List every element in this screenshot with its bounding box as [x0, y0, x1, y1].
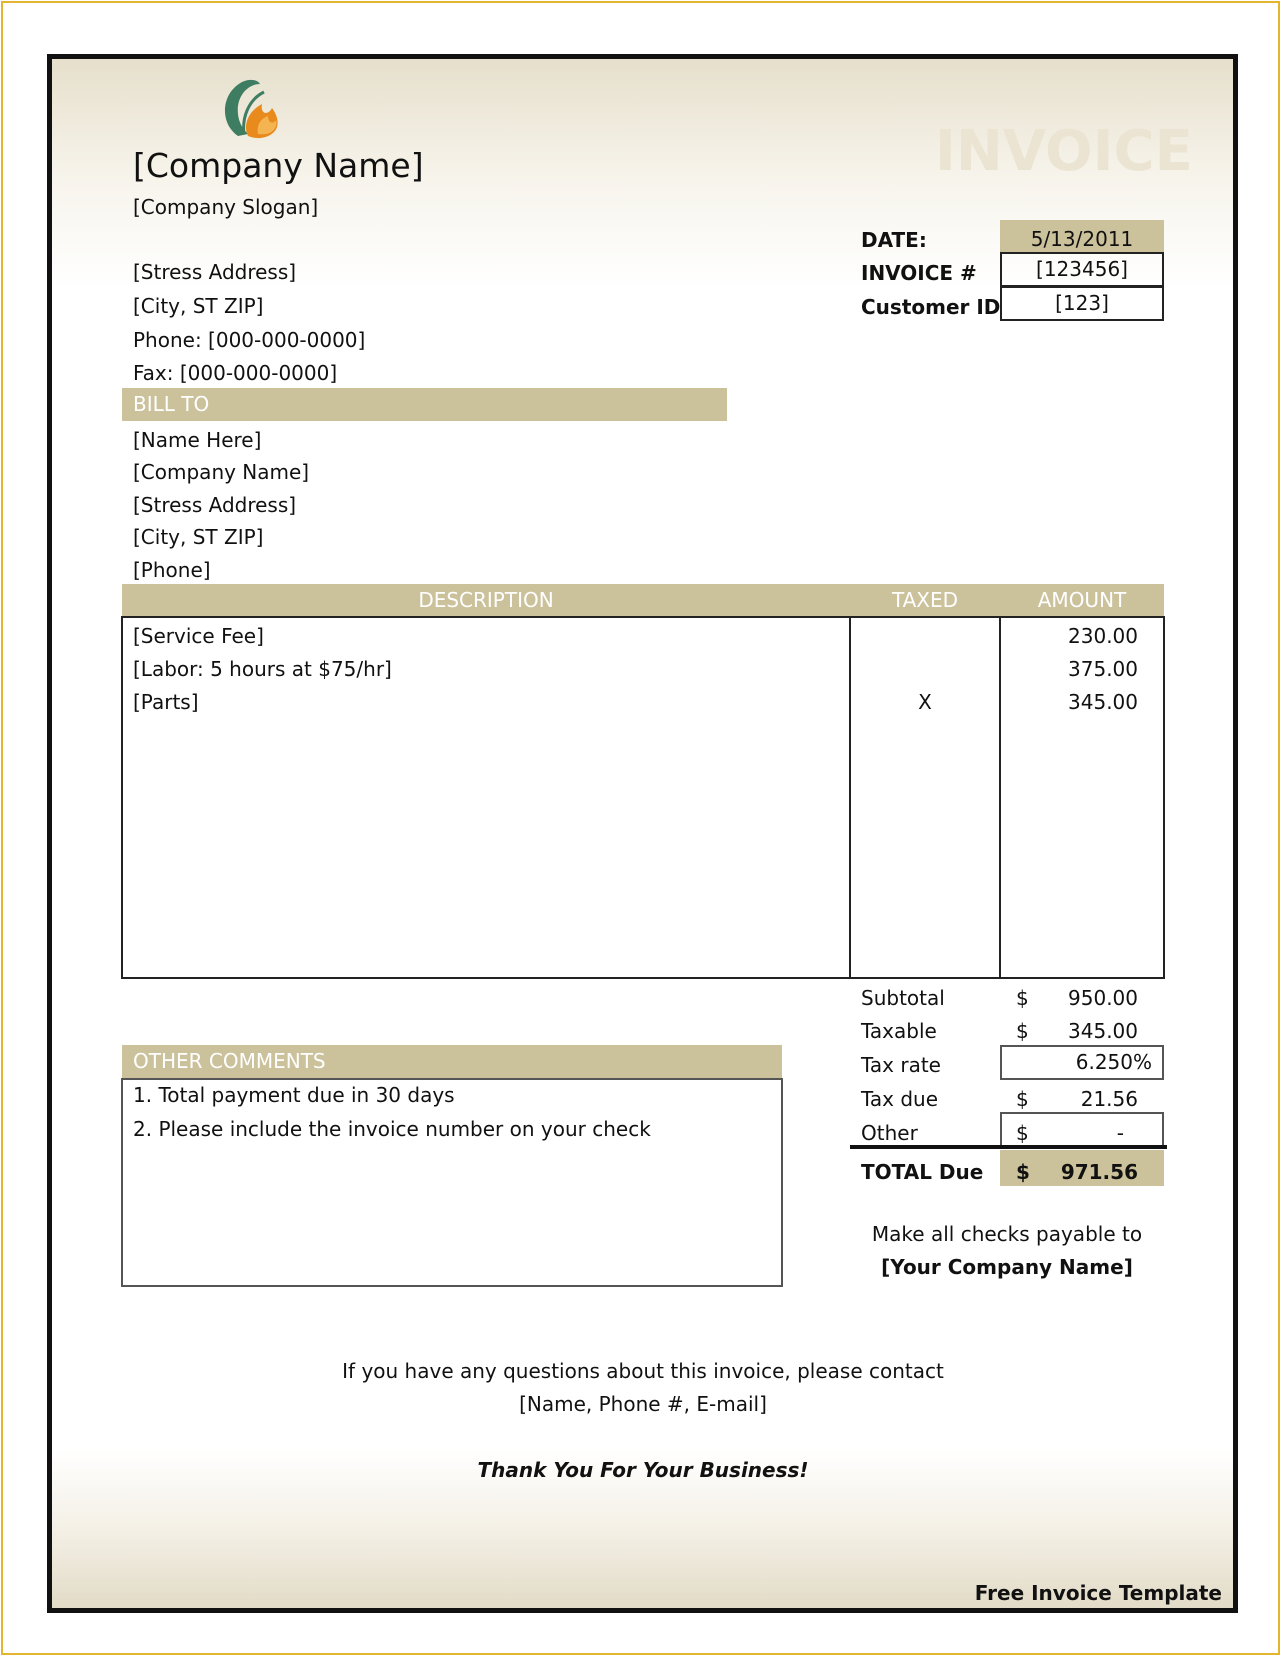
comment-line: 2. Please include the invoice number on your check: [133, 1117, 651, 1141]
description-header: DESCRIPTION: [122, 584, 850, 617]
thank-you-message: Thank You For Your Business!: [477, 1458, 809, 1482]
company-address: [Stress Address]: [133, 260, 297, 284]
tax-due-value: 21.56: [1080, 1087, 1138, 1111]
bill-to-city: [City, ST ZIP]: [133, 525, 264, 549]
date-value: 5/13/2011: [1000, 220, 1164, 254]
other-value: -: [1116, 1121, 1124, 1145]
invoice-number-label: INVOICE #: [861, 261, 977, 285]
customer-id-label: Customer ID: [861, 295, 1001, 319]
tax-due-label: Tax due: [861, 1087, 939, 1111]
bill-to-header: BILL TO: [122, 388, 727, 421]
payable-text: Make all checks payable to: [871, 1222, 1143, 1246]
table-row-taxed: X: [918, 690, 932, 714]
invoice-number-value: [123456]: [1000, 252, 1164, 287]
other-label: Other: [861, 1121, 918, 1145]
footer-label: Free Invoice Template: [974, 1581, 1222, 1605]
subtotal-currency: $: [1016, 986, 1029, 1010]
bill-to-company: [Company Name]: [133, 460, 310, 484]
taxed-header: TAXED: [850, 584, 1000, 617]
comment-line: 1. Total payment due in 30 days: [133, 1083, 455, 1107]
taxable-value: 345.00: [1068, 1019, 1138, 1043]
subtotal-label: Subtotal: [861, 986, 945, 1010]
company-fax: Fax: [000-000-0000]: [133, 361, 338, 385]
total-due-currency: $: [1016, 1160, 1030, 1184]
tax-rate-value: 6.250%: [1000, 1045, 1164, 1080]
other-comments-header: OTHER COMMENTS: [122, 1045, 782, 1078]
taxable-currency: $: [1016, 1019, 1029, 1043]
comments-box: [121, 1078, 783, 1287]
total-due-value: 971.56: [1060, 1160, 1138, 1184]
table-row-amount: 375.00: [1068, 657, 1138, 681]
contact-text: If you have any questions about this invoice, please contact: [342, 1359, 944, 1383]
leaf-flame-logo-icon: [218, 74, 290, 144]
taxable-label: Taxable: [861, 1019, 937, 1043]
company-name: [Company Name]: [133, 146, 424, 185]
taxed-column-divider: [849, 616, 851, 979]
total-due-label: TOTAL Due: [861, 1160, 984, 1184]
date-label: DATE:: [861, 228, 927, 252]
contact-details: [Name, Phone #, E-mail]: [519, 1392, 767, 1416]
table-row-description: [Labor: 5 hours at $75/hr]: [133, 657, 392, 681]
table-row-amount: 345.00: [1068, 690, 1138, 714]
tax-due-currency: $: [1016, 1087, 1029, 1111]
company-city: [City, ST ZIP]: [133, 294, 264, 318]
other-currency: $: [1016, 1121, 1029, 1145]
bill-to-address: [Stress Address]: [133, 493, 297, 517]
company-phone: Phone: [000-000-0000]: [133, 328, 366, 352]
customer-id-value: [123]: [1000, 286, 1164, 321]
tax-rate-label: Tax rate: [861, 1053, 941, 1077]
table-row-description: [Parts]: [133, 690, 199, 714]
bill-to-phone: [Phone]: [133, 558, 211, 582]
invoice-title: INVOICE: [935, 119, 1193, 184]
table-row-description: [Service Fee]: [133, 624, 264, 648]
payable-company: [Your Company Name]: [881, 1255, 1133, 1279]
bill-to-name: [Name Here]: [133, 428, 262, 452]
total-divider: [850, 1145, 1167, 1149]
amount-header: AMOUNT: [1000, 584, 1164, 617]
table-row-amount: 230.00: [1068, 624, 1138, 648]
company-slogan: [Company Slogan]: [133, 195, 319, 219]
subtotal-value: 950.00: [1068, 986, 1138, 1010]
